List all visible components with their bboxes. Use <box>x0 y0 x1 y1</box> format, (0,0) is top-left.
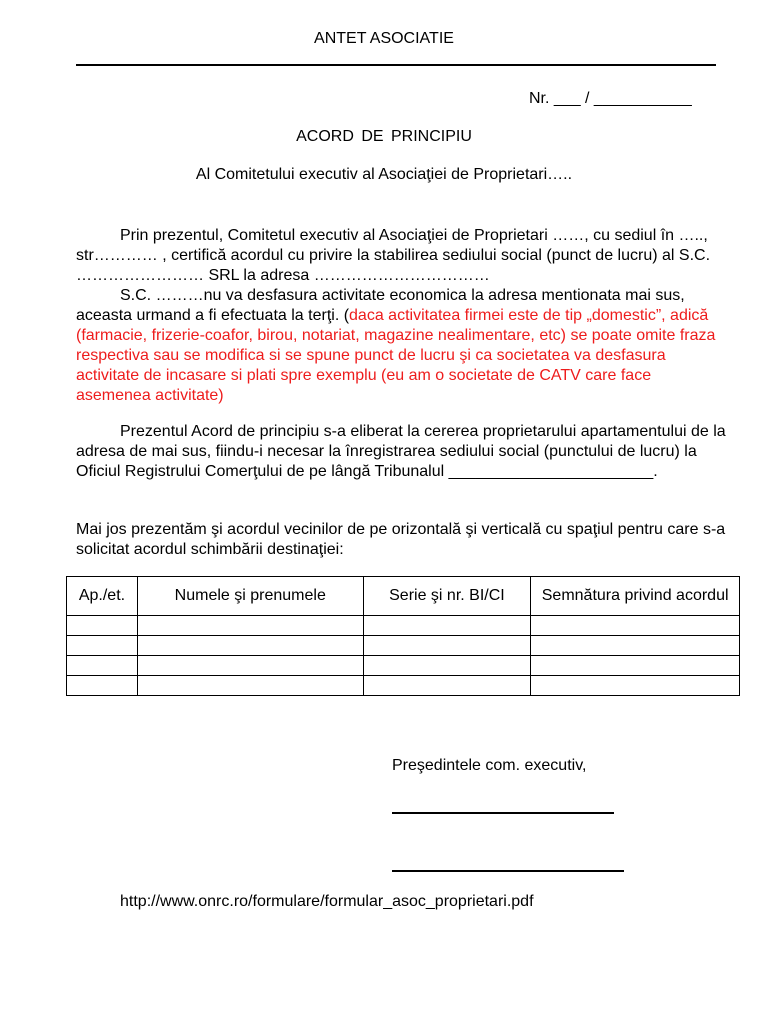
table-cell[interactable] <box>137 656 363 676</box>
source-url: http://www.onrc.ro/formulare/formular_asoc_proprietari.pdf <box>120 893 534 910</box>
table-cell[interactable] <box>67 676 138 696</box>
table-cell[interactable] <box>363 636 531 656</box>
table-cell[interactable] <box>137 676 363 696</box>
signature-line <box>392 870 624 872</box>
table-row <box>67 656 740 676</box>
table-cell[interactable] <box>67 656 138 676</box>
table-header-row <box>67 577 740 616</box>
table-cell[interactable] <box>531 636 740 656</box>
table-cell[interactable] <box>363 676 531 696</box>
table-cell[interactable] <box>137 636 363 656</box>
column-header-id: Serie şi nr. BI/CI <box>363 577 531 616</box>
paragraph-certification <box>76 226 728 286</box>
paragraph-issuance <box>76 422 728 482</box>
header-divider <box>76 64 716 66</box>
neighbors-agreement-table <box>66 576 740 696</box>
column-header-signature: Semnătura privind acordul <box>531 577 740 616</box>
table-row <box>67 636 740 656</box>
table-cell[interactable] <box>67 616 138 636</box>
table-cell[interactable] <box>363 656 531 676</box>
paragraph-certification-text: Prin prezentul, Comitetul executiv al Asociaţiei de Proprietari ……, cu sediul în ….., str………… , certifică acordul cu privire la stabilirea sediului social (punct de lucru) al S.C. …………………… SRL la adresa …………………………… <box>76 227 711 284</box>
table-row <box>67 616 740 636</box>
table-cell[interactable] <box>531 616 740 636</box>
table-cell[interactable] <box>531 676 740 696</box>
paragraph-activity-note: daca activitatea firmei este de tip „domestic”, adică (farmacie, frizerie-coafor, birou, notariat, magazine nealimentare, etc) se poate omite fraza respectiva sau se modifica si se spune punct de lucru şi ca societatea va desfasura activitate de incasare si plati spre exemplu (eu am o societate de CATV care face asemenea activitate) <box>76 307 716 404</box>
paragraph-neighbors: Mai jos prezentăm şi acordul vecinilor de pe orizontală şi verticală cu spaţiul pentru care s-a solicitat acordul schimbării destinaţiei: <box>76 521 726 558</box>
table-cell[interactable] <box>531 656 740 676</box>
table-cell[interactable] <box>363 616 531 636</box>
signature-line <box>392 812 614 814</box>
column-header-name: Numele şi prenumele <box>137 577 363 616</box>
document-subtitle: Al Comitetului executiv al Asociaţiei de Proprietari….. <box>195 166 573 183</box>
table-cell[interactable] <box>67 636 138 656</box>
column-header-apartment: Ap./et. <box>67 577 138 616</box>
document-number: Nr. ___ / ___________ <box>529 90 692 107</box>
president-signature-label: Preşedintele com. executiv, <box>392 757 587 774</box>
document-title: ACORD DE PRINCIPIU <box>296 128 472 145</box>
paragraph-activity <box>76 286 728 406</box>
paragraph-issuance-text: Prezentul Acord de principiu s-a eliberat la cererea proprietarului apartamentului de la adresa de mai sus, fiindu-i necesar la înregistrarea sediului social (punctului de lucru) la Oficiul Registrului Comerţului de pe lângă Tribunalul _______________________. <box>76 423 726 480</box>
table-row <box>67 676 740 696</box>
header-title: ANTET ASOCIATIE <box>314 30 454 47</box>
table-cell[interactable] <box>137 616 363 636</box>
paragraph-activity-text: S.C. ………nu va desfasura activitate economica la adresa mentionata mai sus, aceasta urmand a fi efectuata la terţi. ( <box>76 287 685 324</box>
